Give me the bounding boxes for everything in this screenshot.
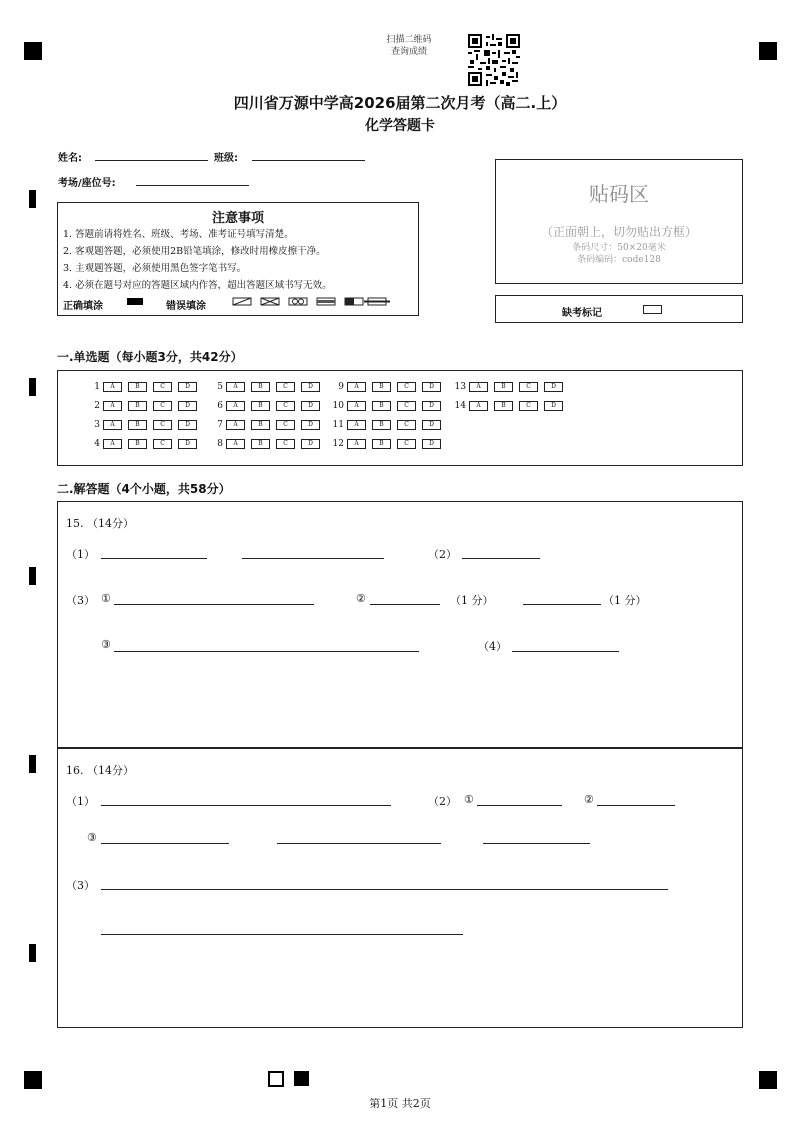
corner-mark-top-left (24, 42, 42, 60)
name-field[interactable] (95, 160, 208, 161)
q16-part2-circle-2: ② (584, 793, 594, 806)
corner-mark-top-right (759, 42, 777, 60)
corner-mark-bottom-left (24, 1071, 42, 1089)
mcq-question-number: 13 (454, 382, 466, 392)
mcq-option-bubble[interactable]: C (276, 420, 295, 430)
notice-item-4: 4. 必须在题号对应的答题区域内作答，超出答题区域书写无效。 (63, 280, 332, 291)
side-mark (29, 944, 36, 962)
page-footer: 第1页 共2页 (369, 1097, 431, 1110)
mcq-option-bubble[interactable]: A (103, 439, 122, 449)
mcq-option-bubble[interactable]: A (103, 382, 122, 392)
q16-part2-blank-3[interactable] (101, 843, 229, 844)
mcq-option-bubble[interactable]: C (397, 420, 416, 430)
absent-mark-checkbox[interactable] (643, 305, 662, 314)
mcq-option-bubble[interactable]: A (347, 401, 366, 411)
mcq-option-bubble[interactable]: B (251, 439, 270, 449)
q16-part3-blank-1[interactable] (101, 889, 668, 890)
absent-mark-label: 缺考标记 (562, 308, 602, 319)
mcq-option-bubble[interactable]: B (372, 401, 391, 411)
barcode-paste-area (495, 159, 743, 284)
mcq-question (330, 420, 447, 430)
barcode-area-note: （正面朝上，切勿贴出方框） (540, 225, 697, 239)
mcq-option-bubble[interactable]: A (469, 382, 488, 392)
mcq-question-number: 3 (94, 420, 100, 430)
side-mark (29, 378, 36, 396)
mcq-question-number: 2 (94, 401, 100, 411)
qr-code-icon[interactable] (468, 34, 520, 86)
mcq-option-bubble[interactable]: C (153, 420, 172, 430)
mcq-question (86, 401, 203, 411)
barcode-size-text: 条码尺寸：50×20毫米 (572, 243, 666, 253)
q16-answer-area (57, 748, 743, 1028)
page-title: 四川省万源中学高2026届第二次月考（高二.上） (233, 94, 567, 112)
barcode-area-title: 贴码区 (589, 182, 649, 206)
mcq-option-bubble[interactable]: D (301, 420, 320, 430)
side-mark (29, 190, 36, 208)
mcq-question-number: 11 (332, 420, 344, 430)
page-subtitle: 化学答题卡 (365, 118, 435, 134)
q15-part3-blank-1[interactable] (114, 604, 314, 605)
mcq-question-number: 8 (217, 439, 223, 449)
name-label: 姓名: (58, 153, 82, 164)
mcq-option-bubble[interactable]: A (226, 382, 245, 392)
class-label: 班级: (214, 153, 238, 164)
mcq-question (86, 420, 203, 430)
mcq-option-bubble[interactable]: A (103, 401, 122, 411)
wrong-fill-label: 错误填涂 (166, 301, 206, 312)
mcq-option-bubble[interactable]: B (128, 439, 147, 449)
mcq-option-bubble[interactable]: D (178, 401, 197, 411)
q15-part3-blank-2[interactable] (370, 604, 440, 605)
mcq-option-bubble[interactable]: C (153, 382, 172, 392)
mcq-question (209, 439, 326, 449)
correct-fill-label: 正确填涂 (63, 301, 103, 312)
barcode-code-text: 条码编码：code128 (577, 255, 661, 265)
corner-mark-bottom-right (759, 1071, 777, 1089)
q16-part3-blank-2[interactable] (101, 934, 463, 935)
page-indicator-box-filled (294, 1071, 309, 1086)
q15-part3-label: （3） (66, 594, 95, 607)
mcq-option-bubble[interactable]: C (153, 439, 172, 449)
mcq-option-bubble[interactable]: B (251, 401, 270, 411)
side-mark (29, 567, 36, 585)
mcq-question-number: 7 (217, 420, 223, 430)
qr-caption-line-1: 扫描二维码 (386, 35, 432, 45)
seat-field[interactable] (136, 185, 249, 186)
mcq-question (86, 439, 203, 449)
mcq-option-bubble[interactable]: A (347, 439, 366, 449)
mcq-option-bubble[interactable]: D (422, 420, 441, 430)
q15-part3-blank-3[interactable] (523, 604, 601, 605)
side-mark (29, 755, 36, 773)
mcq-option-bubble[interactable]: B (128, 401, 147, 411)
mcq-question-number: 6 (217, 401, 223, 411)
q15-part3-blank-4[interactable] (114, 651, 419, 652)
q15-part3-circle-1: ① (101, 592, 111, 605)
mcq-question-number: 10 (332, 401, 344, 411)
mcq-option-bubble[interactable]: C (519, 382, 538, 392)
mcq-option-bubble[interactable]: D (301, 382, 320, 392)
class-field[interactable] (252, 160, 365, 161)
mcq-option-bubble[interactable]: A (347, 382, 366, 392)
q16-part2-circle-3: ③ (87, 831, 97, 844)
notice-item-1: 1. 答题前请将姓名、班级、考场、准考证号填写清楚。 (63, 229, 294, 240)
mcq-option-bubble[interactable]: A (226, 401, 245, 411)
mcq-question-number: 12 (332, 439, 344, 449)
q15-part2-label: （2） (428, 548, 457, 561)
section-1-title: 一.单选题（每小题3分，共42分） (57, 350, 243, 364)
mcq-option-bubble[interactable]: D (422, 382, 441, 392)
q15-part3-points-2: （1 分） (603, 594, 647, 607)
mcq-question-number: 14 (454, 401, 466, 411)
mcq-question (209, 382, 326, 392)
page-indicator-box-empty (268, 1071, 284, 1087)
q16-part1-label: （1） (66, 795, 95, 808)
mcq-option-bubble[interactable]: C (276, 382, 295, 392)
q16-part2-blank-4[interactable] (277, 843, 441, 844)
mcq-option-bubble[interactable]: B (251, 420, 270, 430)
mcq-option-bubble[interactable]: B (251, 382, 270, 392)
mcq-option-bubble[interactable]: D (178, 382, 197, 392)
q15-part1-blank-a[interactable] (101, 558, 207, 559)
mcq-question-number: 5 (217, 382, 223, 392)
mcq-question (452, 382, 569, 392)
mcq-option-bubble[interactable]: A (226, 439, 245, 449)
mcq-option-bubble[interactable]: C (276, 401, 295, 411)
mcq-option-bubble[interactable]: B (494, 401, 513, 411)
q15-part3-points-1: （1 分） (450, 594, 494, 607)
q15-part1-blank-b[interactable] (242, 558, 384, 559)
mcq-option-bubble[interactable]: D (301, 401, 320, 411)
mcq-option-bubble[interactable]: A (347, 420, 366, 430)
q16-part2-circle-1: ① (464, 793, 474, 806)
qr-caption (374, 34, 444, 58)
q15-part3-circle-2: ② (356, 592, 366, 605)
correct-fill-sample (127, 298, 143, 305)
mcq-option-bubble[interactable]: B (128, 420, 147, 430)
seat-label: 考场/座位号: (58, 178, 116, 189)
mcq-option-bubble[interactable]: C (276, 439, 295, 449)
notice-item-3: 3. 主观题答题，必须使用黑色签字笔书写。 (63, 263, 247, 274)
mcq-option-bubble[interactable]: A (103, 420, 122, 430)
mcq-option-bubble[interactable]: A (469, 401, 488, 411)
mcq-question-number: 4 (94, 439, 100, 449)
mcq-question (209, 401, 326, 411)
mcq-question (452, 401, 569, 411)
mcq-option-bubble[interactable]: A (226, 420, 245, 430)
q16-part1-blank[interactable] (101, 805, 391, 806)
mcq-question (330, 382, 447, 392)
mcq-option-bubble[interactable]: C (153, 401, 172, 411)
q15-header: 15. （14分） (66, 517, 134, 530)
mcq-option-bubble[interactable]: C (519, 401, 538, 411)
notice-item-2: 2. 客观题答题，必须使用2B铅笔填涂，修改时用橡皮擦干净。 (63, 246, 326, 257)
mcq-option-bubble[interactable]: D (301, 439, 320, 449)
q16-part2-blank-2[interactable] (597, 805, 675, 806)
q16-part3-label: （3） (66, 879, 95, 892)
mcq-option-bubble[interactable]: C (397, 401, 416, 411)
mcq-question-number: 1 (94, 382, 100, 392)
mcq-question-number: 9 (338, 382, 344, 392)
q15-part4-label: （4） (478, 640, 507, 653)
mcq-option-bubble[interactable]: B (494, 382, 513, 392)
q15-part3-circle-3: ③ (101, 638, 111, 651)
q16-part2-blank-5[interactable] (483, 843, 590, 844)
mcq-option-bubble[interactable]: D (544, 382, 563, 392)
q15-part1-label: （1） (66, 548, 95, 561)
mcq-option-bubble[interactable]: C (397, 382, 416, 392)
mcq-option-bubble[interactable]: B (372, 420, 391, 430)
mcq-option-bubble[interactable]: D (178, 420, 197, 430)
mcq-option-bubble[interactable]: B (372, 382, 391, 392)
mcq-option-bubble[interactable]: D (422, 401, 441, 411)
q16-part2-label: （2） (428, 795, 457, 808)
mcq-question (330, 401, 447, 411)
mcq-option-bubble[interactable]: D (178, 439, 197, 449)
absent-mark-box (495, 295, 743, 323)
mcq-option-bubble[interactable]: D (422, 439, 441, 449)
mcq-question (86, 382, 203, 392)
mcq-question (209, 420, 326, 430)
notice-title: 注意事项 (211, 211, 264, 226)
q15-part2-blank[interactable] (462, 558, 540, 559)
mcq-option-bubble[interactable]: B (128, 382, 147, 392)
q15-answer-area (57, 501, 743, 748)
q16-part2-blank-1[interactable] (477, 805, 562, 806)
mcq-option-bubble[interactable]: B (372, 439, 391, 449)
wrong-fill-samples-icon (232, 297, 392, 307)
q15-part4-blank[interactable] (512, 651, 619, 652)
mcq-option-bubble[interactable]: C (397, 439, 416, 449)
mcq-option-bubble[interactable]: D (544, 401, 563, 411)
mcq-question (330, 439, 447, 449)
section-2-title: 二.解答题（4个小题，共58分） (57, 482, 231, 496)
q16-header: 16. （14分） (66, 764, 134, 777)
qr-caption-line-2: 查询成绩 (390, 47, 427, 57)
